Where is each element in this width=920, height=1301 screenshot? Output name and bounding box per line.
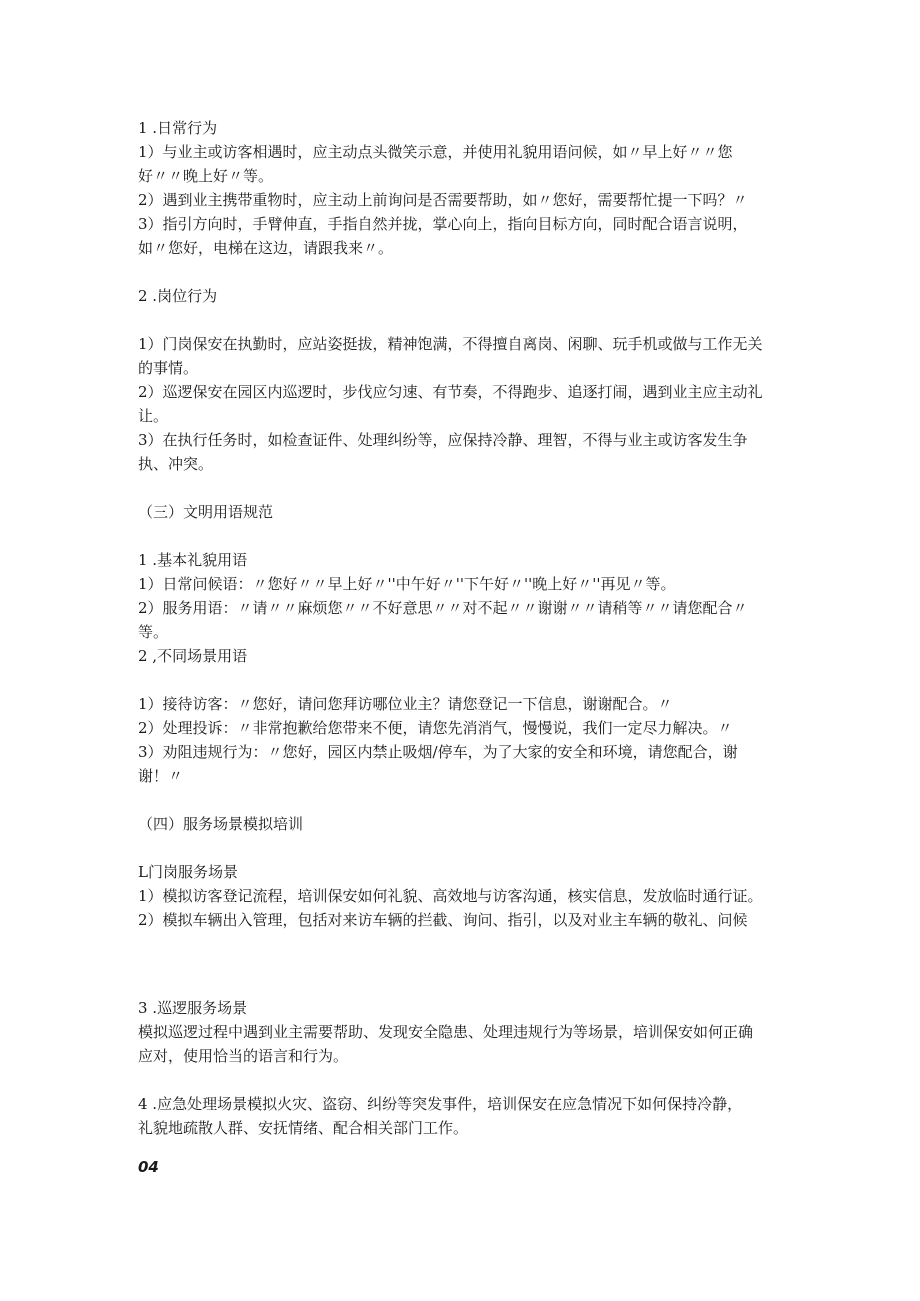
paragraph-line: 执、冲突。 — [138, 455, 214, 473]
subheading-emergency-service: 4 .应急处理场景模拟火灾、盗窃、纠纷等突发事件，培训保安在应急情况下如何保持冷静， — [138, 1095, 743, 1113]
paragraph-line: 3）劝阻违规行为：〃您好，园区内禁止吸烟/停车，为了大家的安全和环境，请您配合，谢 — [138, 743, 738, 761]
subheading-scenario-language: 2 ,不同场景用语 — [138, 647, 248, 665]
paragraph-line: 好〃〃晚上好〃等。 — [138, 167, 274, 185]
subheading-basic-courtesy: 1 .基本礼貌用语 — [138, 551, 248, 569]
section-heading-post-behavior: 2 .岗位行为 — [138, 287, 218, 305]
paragraph-line: 2）服务用语：〃请〃〃麻烦您〃〃不好意思〃〃对不起〃〃谢谢〃〃请稍等〃〃请您配合〃 — [138, 599, 748, 617]
section-heading-daily-behavior: 1 .日常行为 — [138, 119, 218, 137]
paragraph-line: 1）门岗保安在执勤时，应站姿挺拔，精神饱满，不得擅自离岗、闲聊、玩手机或做与工作无关 — [138, 335, 763, 353]
paragraph-line: 如〃您好，电梯在这边，请跟我来〃。 — [138, 239, 394, 257]
paragraph-line: 模拟巡逻过程中遇到业主需要帮助、发现安全隐患、处理违规行为等场景，培训保安如何正确 — [138, 1023, 754, 1041]
paragraph-line: 1）日常问候语：〃您好〃〃早上好〃''中午好〃''下午好〃''晚上好〃''再见〃等。 — [138, 575, 676, 593]
document-body — [138, 116, 788, 1140]
paragraph-line: 礼貌地疏散人群、安抚情绪、配合相关部门工作。 — [138, 1119, 469, 1137]
paragraph-line: 2）处理投诉：〃非常抱歉给您带来不便，请您先消消气，慢慢说，我们一定尽力解决。〃 — [138, 719, 733, 737]
section-heading-civil-language: （三）文明用语规范 — [138, 503, 274, 521]
section-heading-scenario-training: （四）服务场景模拟培训 — [138, 815, 304, 833]
paragraph-line: 1）与业主或访客相遇时，应主动点头微笑示意，并使用礼貌用语问候，如〃早上好〃〃您 — [138, 143, 733, 161]
paragraph-line: 1）接待访客：〃您好，请问您拜访哪位业主？请您登记一下信息，谢谢配合。〃 — [138, 695, 673, 713]
page-number: 04 — [138, 1158, 159, 1176]
subheading-gate-service: L门岗服务场景 — [138, 863, 238, 881]
subheading-patrol-service: 3 .巡逻服务场景 — [138, 999, 248, 1017]
paragraph-line: 1）模拟访客登记流程，培训保安如何礼貌、高效地与访客沟通，核实信息，发放临时通行证。 — [138, 887, 763, 905]
paragraph-line: 3）指引方向时，手臂伸直，手指自然并拢，掌心向上，指向目标方向，同时配合语言说明， — [138, 215, 748, 233]
paragraph-line: 3）在执行任务时，如检查证件、处理纠纷等，应保持冷静、理智，不得与业主或访客发生争 — [138, 431, 748, 449]
paragraph-line: 等。 — [138, 623, 169, 641]
paragraph-line: 2）巡逻保安在园区内巡逻时，步伐应匀速、有节奏，不得跑步、追逐打闹，遇到业主应主动礼 — [138, 383, 763, 401]
paragraph-line: 让。 — [138, 407, 169, 425]
paragraph-line: 谢！〃 — [138, 767, 184, 785]
paragraph-line: 应对，使用恰当的语言和行为。 — [138, 1047, 349, 1065]
paragraph-line: 2）遇到业主携带重物时，应主动上前询问是否需要帮助，如〃您好，需要帮忙提一下吗？〃 — [138, 191, 748, 209]
paragraph-line: 的事情。 — [138, 359, 199, 377]
paragraph-line: 2）模拟车辆出入管理，包括对来访车辆的拦截、询问、指引，以及对业主车辆的敬礼、问候 — [138, 911, 748, 929]
